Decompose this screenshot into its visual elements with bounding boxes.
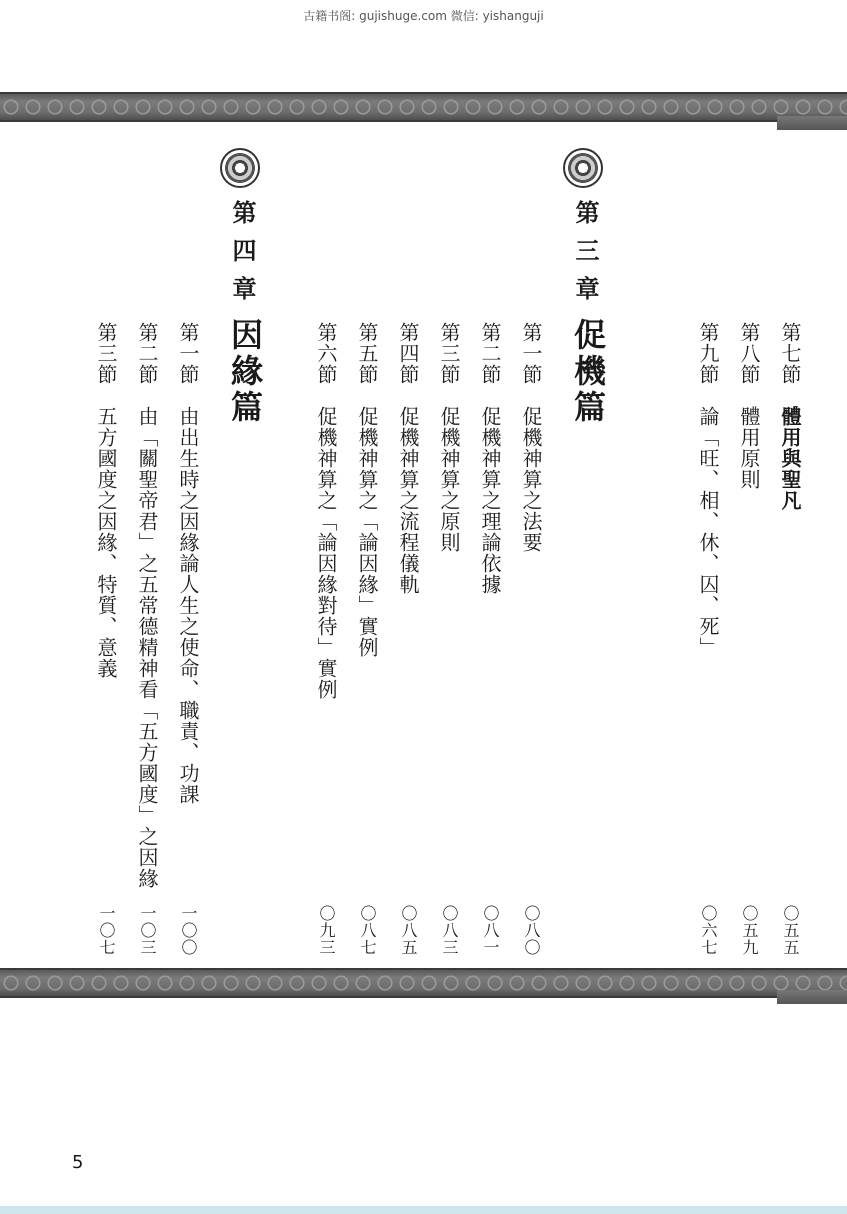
toc-entry-ch3-3[interactable] [439, 322, 459, 553]
section-label: 第三節 [437, 322, 461, 385]
section-title: 體用原則 [737, 406, 761, 490]
section-title: 促機神算之原則 [437, 406, 461, 553]
section-label: 第七節 [778, 322, 802, 385]
section-label: 第八節 [737, 322, 761, 385]
toc-entry-prev-9[interactable] [698, 322, 718, 658]
chapter4-title: 因緣篇 [226, 318, 264, 426]
page-number: 5 [72, 1152, 84, 1173]
chapter-medallion-icon [563, 148, 603, 188]
toc-entry-ch4-1[interactable] [178, 322, 198, 805]
chapter3-label: 第三章 [571, 200, 600, 314]
page-ref: 〇八五 [399, 905, 418, 956]
section-title: 促機神算之「論因緣對待」實例 [314, 406, 338, 700]
page-ref: 一〇七 [97, 905, 116, 956]
section-label: 第二節 [478, 322, 502, 385]
toc-entry-ch3-1[interactable] [521, 322, 541, 553]
toc-entry-ch4-3[interactable] [96, 322, 116, 679]
page-ref: 一〇〇 [179, 905, 198, 956]
chapter3-title: 促機篇 [569, 318, 607, 426]
section-title: 促機神算之「論因緣」實例 [355, 406, 379, 658]
chapter-medallion-icon [220, 148, 260, 188]
section-title: 促機神算之流程儀軌 [396, 406, 420, 595]
section-label: 第六節 [314, 322, 338, 385]
section-title: 促機神算之理論依據 [478, 406, 502, 595]
section-title: 論「旺、相、休、囚、死」 [696, 406, 720, 658]
toc-entry-ch4-2[interactable] [137, 322, 157, 889]
decorative-border-top [0, 92, 847, 122]
page-ref: 〇八三 [440, 905, 459, 956]
page-ref: 一〇三 [138, 905, 157, 956]
section-label: 第九節 [696, 322, 720, 385]
section-title: 由「關聖帝君」之五常德精神看「五方國度」之因緣 [135, 406, 159, 889]
toc-entry-ch3-4[interactable] [398, 322, 418, 595]
page-ref: 〇八〇 [522, 905, 541, 956]
section-title: 五方國度之因緣、特質、意義 [94, 406, 118, 679]
section-title: 由出生時之因緣論人生之使命、職責、功課 [176, 406, 200, 805]
decorative-border-top-tail [777, 116, 847, 130]
section-title: 促機神算之法要 [519, 406, 543, 553]
section-title: 體用與聖凡 [778, 406, 802, 511]
page-ref: 〇五五 [781, 905, 800, 956]
page-ref: 〇八一 [481, 905, 500, 956]
decorative-border-bottom [0, 968, 847, 998]
page-ref: 〇八七 [358, 905, 377, 956]
toc-entry-ch3-6[interactable] [316, 322, 336, 700]
viewer-bottom-strip [0, 1206, 847, 1214]
page-ref: 〇九三 [317, 905, 336, 956]
section-label: 第四節 [396, 322, 420, 385]
chapter4-label: 第四章 [228, 200, 257, 314]
section-label: 第一節 [519, 322, 543, 385]
section-label: 第二節 [135, 322, 159, 385]
section-label: 第一節 [176, 322, 200, 385]
page-ref: 〇六七 [699, 905, 718, 956]
toc-entry-prev-8[interactable] [739, 322, 759, 490]
toc-entry-prev-7[interactable] [780, 322, 800, 511]
toc-entry-ch3-2[interactable] [480, 322, 500, 595]
page-ref: 〇五九 [740, 905, 759, 956]
decorative-border-bottom-tail [777, 990, 847, 1004]
watermark: 古籍书阁: gujishuge.com 微信: yishanguji [303, 9, 544, 23]
section-label: 第五節 [355, 322, 379, 385]
section-label: 第三節 [94, 322, 118, 385]
toc-entry-ch3-5[interactable] [357, 322, 377, 658]
